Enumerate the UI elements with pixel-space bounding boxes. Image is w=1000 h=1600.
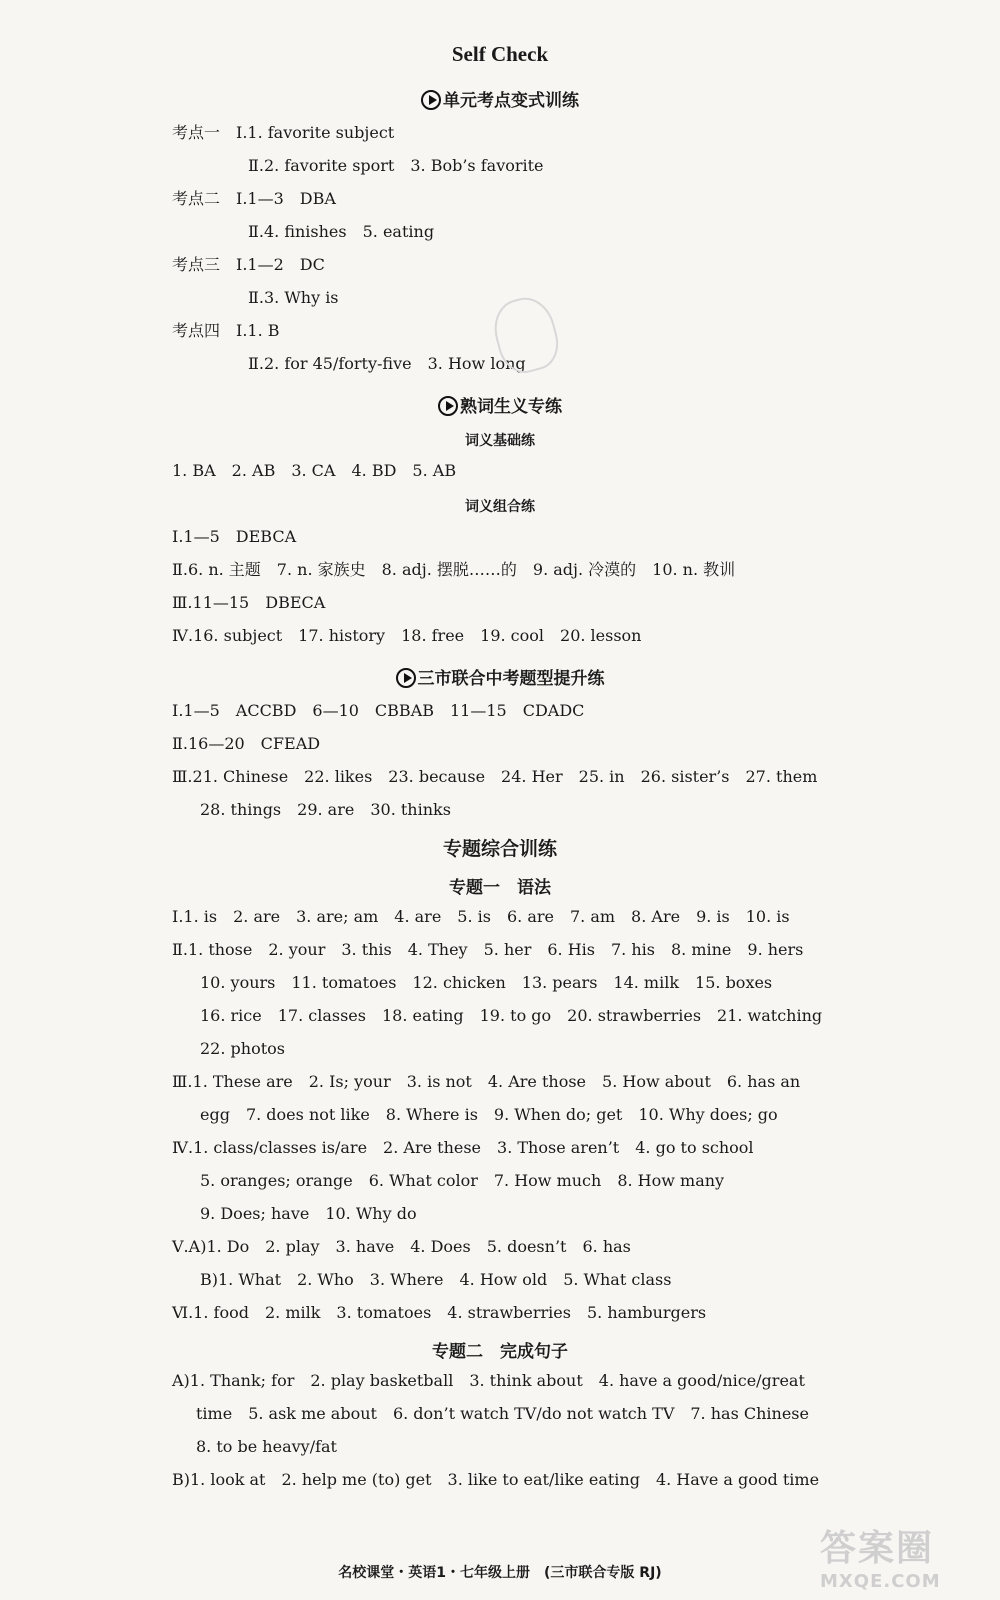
answer-line: 28. things 29. are 30. thinks — [200, 800, 451, 819]
watermark-text: 答案圈 — [820, 1528, 935, 1569]
section-heading-word-meaning — [0, 392, 1000, 417]
answer-line: Ⅲ.21. Chinese 22. likes 23. because 24. Her 25. in 26. sister’s 27. them — [172, 767, 818, 786]
answer-line: Ⅱ.1. those 2. your 3. this 4. They 5. her 6. His 7. his 8. mine 9. hers — [172, 940, 804, 959]
answer-line: B)1. What 2. Who 3. Where 4. How old 5. What class — [200, 1270, 672, 1289]
answer-line: time 5. ask me about 6. don’t watch TV/do not watch TV 7. has Chinese — [196, 1404, 809, 1423]
answer-line: Ⅴ.A)1. Do 2. play 3. have 4. Does 5. doesn’t 6. has — [172, 1237, 631, 1256]
answer-line: Ⅰ.1—5 ACCBD 6—10 CBBAB 11—15 CDADC — [172, 701, 585, 720]
section-heading-three-cities — [0, 664, 1000, 689]
answer-line: 22. photos — [200, 1039, 285, 1058]
answer-line: Ⅳ.1. class/classes is/are 2. Are these 3. Those aren’t 4. go to school — [172, 1138, 754, 1157]
answer-line: Ⅱ.3. Why is — [248, 288, 339, 307]
topic-subheading-grammar: 专题一 语法 — [449, 878, 551, 898]
subsection-heading: 词义组合练 — [465, 499, 535, 515]
answer-line: A)1. Thank; for 2. play basketball 3. think about 4. have a good/nice/great — [172, 1371, 805, 1390]
section-heading-text: 三市联合中考题型提升练 — [417, 669, 605, 689]
play-arrow-icon — [396, 668, 416, 688]
answer-line: Ⅲ.1. These are 2. Is; your 3. is not 4. Are those 5. How about 6. has an — [172, 1072, 801, 1091]
answer-line: Ⅱ.16—20 CFEAD — [172, 734, 321, 753]
section-heading-unit-exam — [0, 86, 1000, 111]
answer-line: Ⅰ.1. is 2. are 3. are; am 4. are 5. is 6. are 7. am 8. Are 9. is 10. is — [172, 907, 790, 926]
answer-line: 8. to be heavy/fat — [196, 1437, 337, 1456]
answer-line: 16. rice 17. classes 18. eating 19. to go 20. strawberries 21. watching — [200, 1006, 823, 1025]
answer-line: Ⅱ.6. n. 主题 7. n. 家族史 8. adj. 摆脱……的 9. adj. 冷漠的 10. n. 教训 — [172, 560, 736, 579]
answer-line: Ⅵ.1. food 2. milk 3. tomatoes 4. strawberries 5. hamburgers — [172, 1303, 707, 1322]
play-arrow-icon — [421, 90, 441, 110]
answer-line: Ⅱ.2. favorite sport 3. Bob’s favorite — [248, 156, 544, 175]
page-footer: 名校课堂・英语1・七年级上册 (三市联合专版 RJ) — [338, 1565, 662, 1581]
answer-line: 考点三 Ⅰ.1—2 DC — [172, 255, 325, 274]
answer-line: 9. Does; have 10. Why do — [200, 1204, 417, 1223]
answer-line: Ⅱ.4. finishes 5. eating — [248, 222, 435, 241]
answer-line: Ⅲ.11—15 DBECA — [172, 593, 326, 612]
watermark-url: MXQE.COM — [820, 1571, 941, 1592]
answer-line: 考点二 Ⅰ.1—3 DBA — [172, 189, 336, 208]
answer-line: 考点四 Ⅰ.1. B — [172, 321, 280, 340]
topic-heading: 专题综合训练 — [442, 838, 557, 860]
answer-line: 5. oranges; orange 6. What color 7. How much 8. How many — [200, 1171, 725, 1190]
answer-line: B)1. look at 2. help me (to) get 3. like to eat/like eating 4. Have a good time — [172, 1470, 820, 1489]
site-watermark — [820, 1520, 980, 1590]
answer-line: Ⅱ.2. for 45/forty-five 3. How long — [248, 354, 526, 373]
subsection-heading: 词义基础练 — [465, 433, 535, 449]
topic-subheading-sentences: 专题二 完成句子 — [432, 1342, 568, 1362]
section-heading-text: 熟词生义专练 — [460, 397, 562, 417]
answer-line: Ⅳ.16. subject 17. history 18. free 19. cool 20. lesson — [172, 626, 642, 645]
play-arrow-icon — [438, 396, 458, 416]
answer-line: 10. yours 11. tomatoes 12. chicken 13. pears 14. milk 15. boxes — [200, 973, 773, 992]
answer-line: Ⅰ.1—5 DEBCA — [172, 527, 297, 546]
page-title: Self Check — [451, 42, 549, 66]
answer-line: 考点一 Ⅰ.1. favorite subject — [172, 123, 395, 142]
answer-line: egg 7. does not like 8. Where is 9. When do; get 10. Why does; go — [200, 1105, 778, 1124]
answer-line: 1. BA 2. AB 3. CA 4. BD 5. AB — [172, 461, 457, 480]
section-heading-text: 单元考点变式训练 — [443, 91, 579, 111]
